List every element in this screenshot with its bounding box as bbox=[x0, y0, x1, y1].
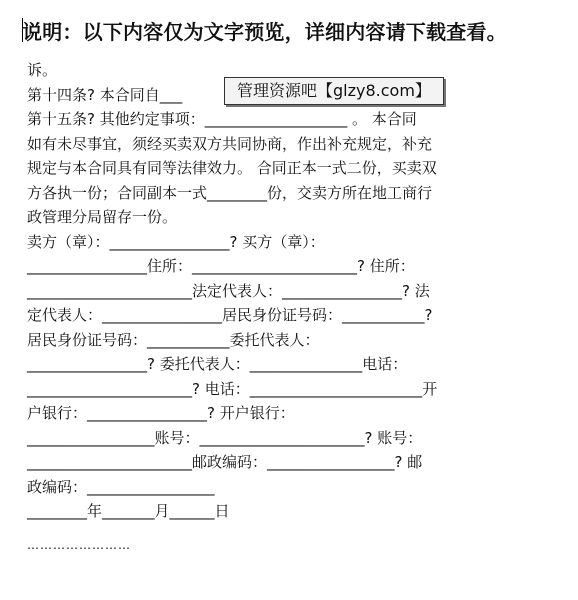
text-line: 如有未尽事宜，须经买卖双方共同协商，作出补充规定，补充 bbox=[27, 134, 433, 153]
text-line: 政编码：_________________ bbox=[27, 477, 215, 496]
text-line: 政管理分局留存一份。 bbox=[27, 208, 178, 226]
text-line: ________________? 委托代表人：_______________电话： bbox=[27, 355, 408, 373]
text-line: ______________________邮政编码：_________________? 邮 bbox=[27, 453, 423, 471]
text-line: 诉。 bbox=[27, 61, 58, 79]
continuation-dots: …………………… bbox=[27, 538, 131, 552]
text-line: ________________住所：______________________? 住所： bbox=[27, 257, 415, 275]
text-line: 户银行：________________? 开户银行： bbox=[27, 404, 295, 422]
watermark-banner: 管理资源吧【glzy8.com】 bbox=[224, 77, 444, 105]
text-line: 居民身份证号码：___________委托代表人： bbox=[27, 330, 320, 349]
text-line: 第十五条? 其他约定事项：___________________ 。 本合同 bbox=[27, 110, 417, 128]
text-line: 规定与本合同具有同等法律效力。 合同正本一式二份，买卖双 bbox=[27, 159, 437, 177]
text-line: _________________账号：______________________? 账号： bbox=[27, 428, 423, 447]
text-line: ______________________? 电话：_______________________开 bbox=[27, 379, 438, 398]
text-line: ______________________法定代表人：________________? 法 bbox=[27, 281, 430, 300]
document-body bbox=[27, 58, 557, 524]
text-line: 方各执一份；合同副本一式________份，交卖方所在地工商行 bbox=[27, 183, 433, 202]
text-line: 第十四条? 本合同自___ bbox=[27, 85, 183, 104]
text-line: ________年_______月______日 bbox=[27, 502, 230, 520]
text-line: 定代表人：________________居民身份证号码：___________? bbox=[27, 306, 433, 324]
text-line: 卖方（章）：________________? 买方（章）： bbox=[27, 232, 325, 251]
preview-notice: 说明：以下内容仅为文字预览，详细内容请下载查看。 bbox=[22, 20, 507, 44]
